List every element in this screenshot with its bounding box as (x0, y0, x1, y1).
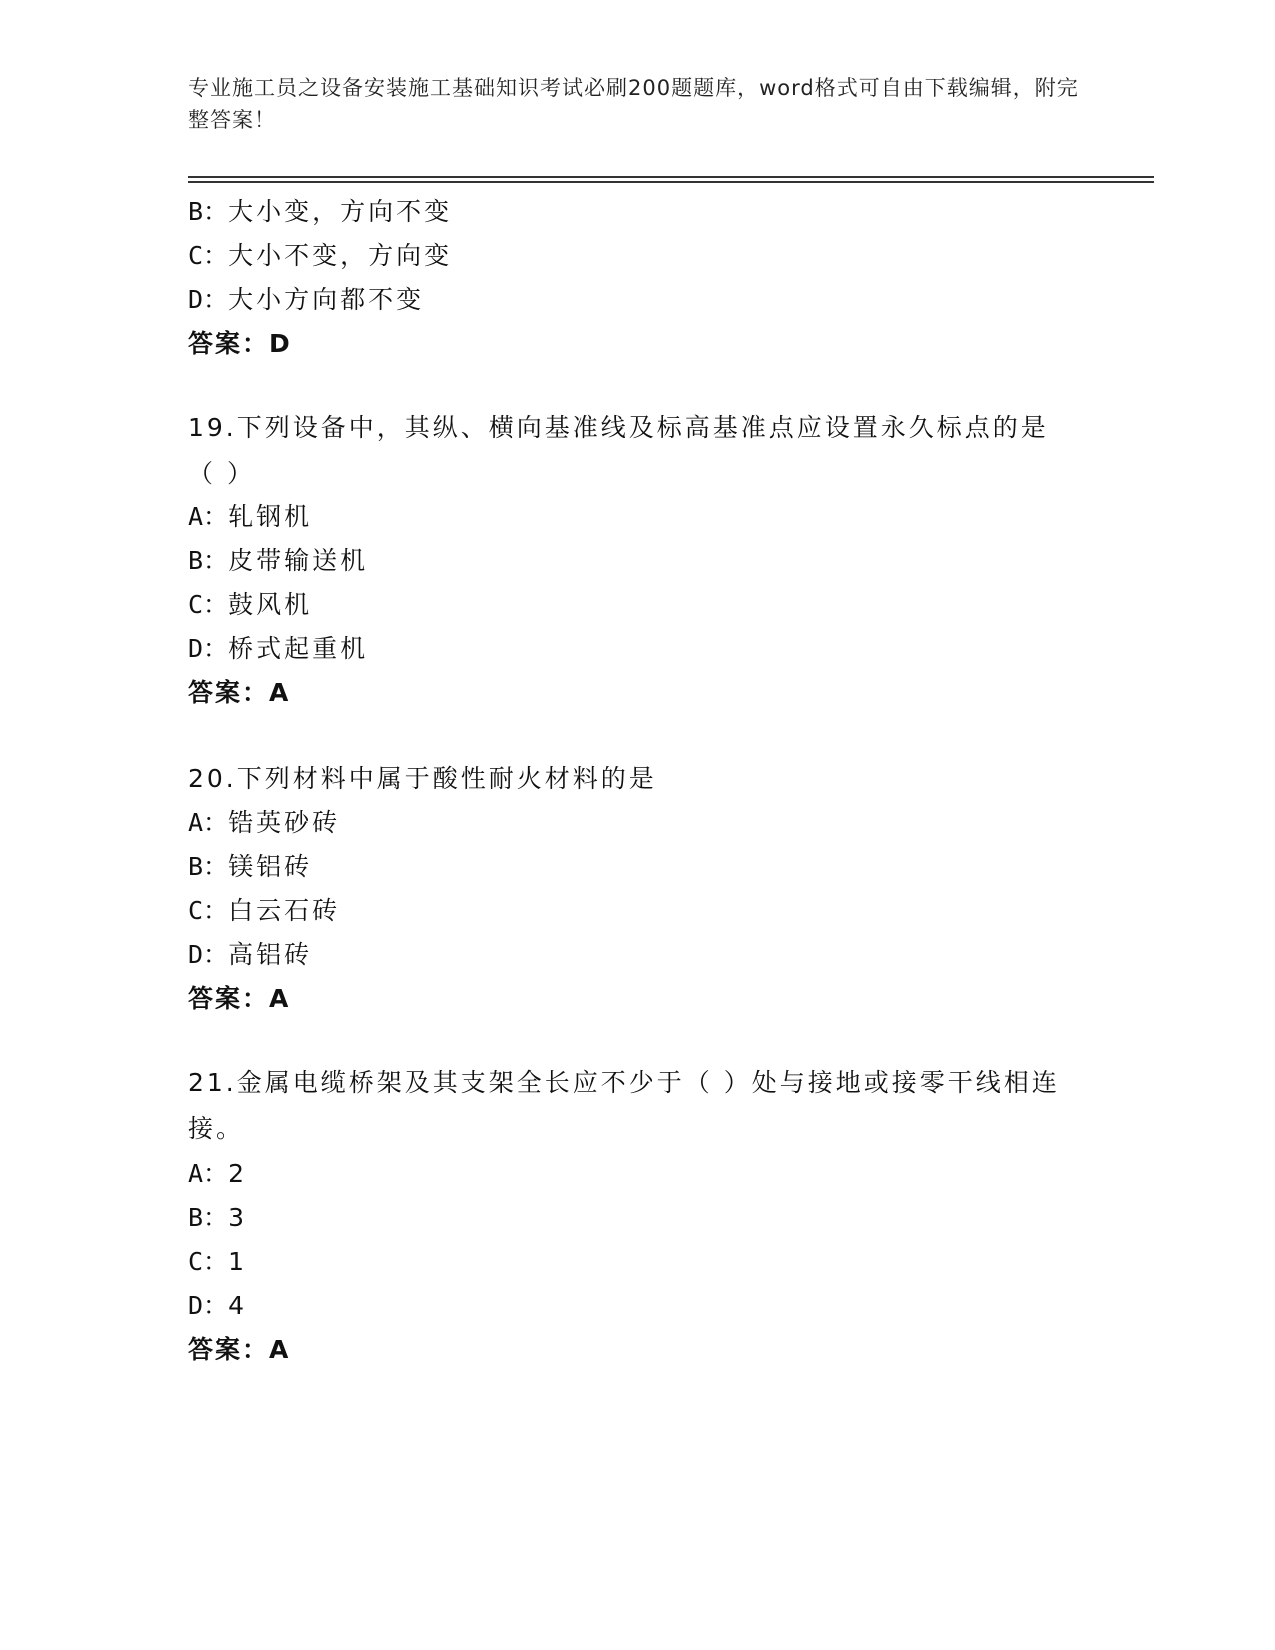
q20-option-d: D：高铝砖 (188, 940, 313, 969)
q19-option-b: B：皮带输送机 (188, 546, 369, 575)
q18-option-c: C：大小不变，方向变 (188, 241, 453, 270)
q21-stem: 21.金属电缆桥架及其支架全长应不少于（ ）处与接地或接零干线相连接。 (188, 1068, 1060, 1143)
q19-stem: 19.下列设备中，其纵、横向基准线及标高基准点应设置永久标点的是（ ） (188, 413, 1049, 488)
q21-option-a: A：2 (188, 1159, 247, 1188)
q19-option-a: A：轧钢机 (188, 502, 313, 531)
q20-option-b: B：镁铝砖 (188, 852, 313, 881)
q20-option-c: C：白云石砖 (188, 896, 341, 925)
q18-answer: 答案：D (188, 329, 292, 358)
header-divider-top (188, 176, 1154, 178)
q20-stem: 20.下列材料中属于酸性耐火材料的是 (188, 764, 657, 793)
q21-option-d: D：4 (188, 1291, 247, 1320)
q21-option-b: B：3 (188, 1203, 247, 1232)
q19-answer: 答案：A (188, 678, 291, 707)
q18-option-d: D：大小方向都不变 (188, 285, 425, 314)
q19-option-d: D：桥式起重机 (188, 634, 369, 663)
document-header: 专业施工员之设备安装施工基础知识考试必刷200题题库，word格式可自由下载编辑，附完整答案！ (188, 76, 1079, 132)
q20-option-a: A：锆英砂砖 (188, 808, 341, 837)
q18-option-b: B：大小变，方向不变 (188, 197, 453, 226)
q20-answer: 答案：A (188, 984, 291, 1013)
header-divider-bottom (188, 181, 1154, 183)
q21-answer: 答案：A (188, 1335, 291, 1364)
q19-option-c: C：鼓风机 (188, 590, 313, 619)
q21-option-c: C：1 (188, 1247, 247, 1276)
